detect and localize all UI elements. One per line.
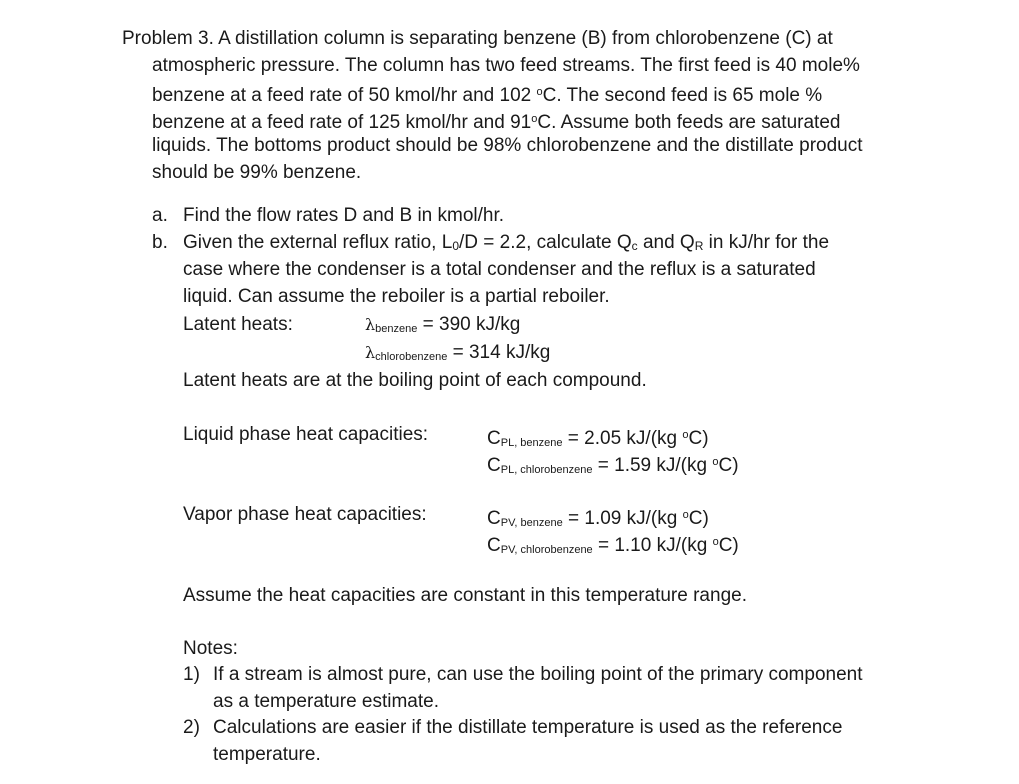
- value: = 1.10 kJ/(kg: [592, 535, 713, 556]
- problem-line-1: Problem 3. A distillation column is separating benzene (B) from chlorobenzene (C) at: [122, 28, 833, 49]
- latent-benzene: [365, 314, 520, 340]
- part-b-line-1: [183, 232, 829, 257]
- value: = 314 kJ/kg: [447, 342, 551, 363]
- text: in kJ/hr for the: [703, 232, 830, 253]
- degree-symbol: o: [536, 86, 543, 98]
- latent-heats-label: Latent heats:: [183, 314, 293, 335]
- text: Given the external reflux ratio, L: [183, 232, 453, 253]
- vapor-cp-benzene: [487, 504, 709, 534]
- c-symbol: C: [487, 428, 501, 449]
- lambda-symbol: λ: [365, 343, 376, 362]
- unit: C): [718, 535, 739, 556]
- value: = 2.05 kJ/(kg: [562, 428, 683, 449]
- subscript: chlorobenzene: [375, 351, 448, 363]
- subscript: PV, benzene: [500, 517, 563, 529]
- unit: C): [718, 455, 739, 476]
- part-a-marker: a.: [152, 205, 168, 226]
- note-2-line-2: temperature.: [213, 744, 321, 765]
- subscript: R: [694, 239, 704, 253]
- c-symbol: C: [487, 535, 501, 556]
- part-b-line-3: liquid. Can assume the reboiler is a partial reboiler.: [183, 286, 610, 307]
- subscript: PV, chlorobenzene: [500, 544, 593, 556]
- subscript: 0: [452, 239, 459, 253]
- problem-line-2: atmospheric pressure. The column has two feed streams. The first feed is 40 mole%: [152, 55, 860, 76]
- degree-symbol: o: [682, 429, 689, 441]
- latent-chlorobenzene: [365, 342, 550, 368]
- liquid-label: Liquid phase heat capacities:: [183, 424, 429, 445]
- liquid-cp-chlorobenzene: [487, 451, 739, 481]
- degree-symbol: o: [682, 509, 689, 521]
- subscript: PL, chlorobenzene: [500, 464, 593, 476]
- c-symbol: C: [487, 455, 501, 476]
- part-a-text: Find the flow rates D and B in kmol/hr.: [183, 205, 505, 226]
- notes-title: Notes:: [183, 638, 238, 659]
- value: = 390 kJ/kg: [417, 314, 521, 335]
- latent-note: Latent heats are at the boiling point of each compound.: [183, 370, 647, 391]
- text: C. The second feed is 65 mole %: [542, 85, 823, 106]
- text: benzene at a feed rate of 50 kmol/hr and 102: [152, 85, 537, 106]
- text: C. Assume both feeds are saturated: [537, 112, 841, 133]
- text: /D = 2.2, calculate Q: [459, 232, 632, 253]
- subscript: PL, benzene: [500, 437, 563, 449]
- note-2-line-1: Calculations are easier if the distillate temperature is used as the reference: [213, 717, 843, 738]
- problem-line-4: [152, 108, 840, 134]
- unit: C): [688, 508, 709, 529]
- text: and Q: [637, 232, 695, 253]
- liquid-cp-benzene: [487, 424, 709, 454]
- value: = 1.09 kJ/(kg: [562, 508, 683, 529]
- note-2-marker: 2): [183, 717, 200, 738]
- problem-line-3: [152, 81, 822, 107]
- text: benzene at a feed rate of 125 kmol/hr and 91: [152, 112, 532, 133]
- note-1-marker: 1): [183, 664, 200, 685]
- problem-line-5: liquids. The bottoms product should be 98% chlorobenzene and the distillate product: [152, 135, 863, 156]
- lambda-symbol: λ: [365, 315, 376, 334]
- c-symbol: C: [487, 508, 501, 529]
- subscript: c: [631, 239, 638, 253]
- assumption-text: Assume the heat capacities are constant in this temperature range.: [183, 585, 747, 606]
- vapor-cp-chlorobenzene: [487, 531, 739, 561]
- degree-symbol: o: [712, 456, 719, 468]
- note-1-line-2: as a temperature estimate.: [213, 691, 439, 712]
- degree-symbol: o: [712, 536, 719, 548]
- problem-line-6: should be 99% benzene.: [152, 162, 362, 183]
- note-1-line-1: If a stream is almost pure, can use the boiling point of the primary component: [213, 664, 863, 685]
- part-b-line-2: case where the condenser is a total condenser and the reflux is a saturated: [183, 259, 816, 280]
- vapor-label: Vapor phase heat capacities:: [183, 504, 427, 525]
- degree-symbol: o: [531, 113, 538, 125]
- value: = 1.59 kJ/(kg: [592, 455, 713, 476]
- unit: C): [688, 428, 709, 449]
- subscript: benzene: [375, 323, 418, 335]
- part-b-marker: b.: [152, 232, 168, 253]
